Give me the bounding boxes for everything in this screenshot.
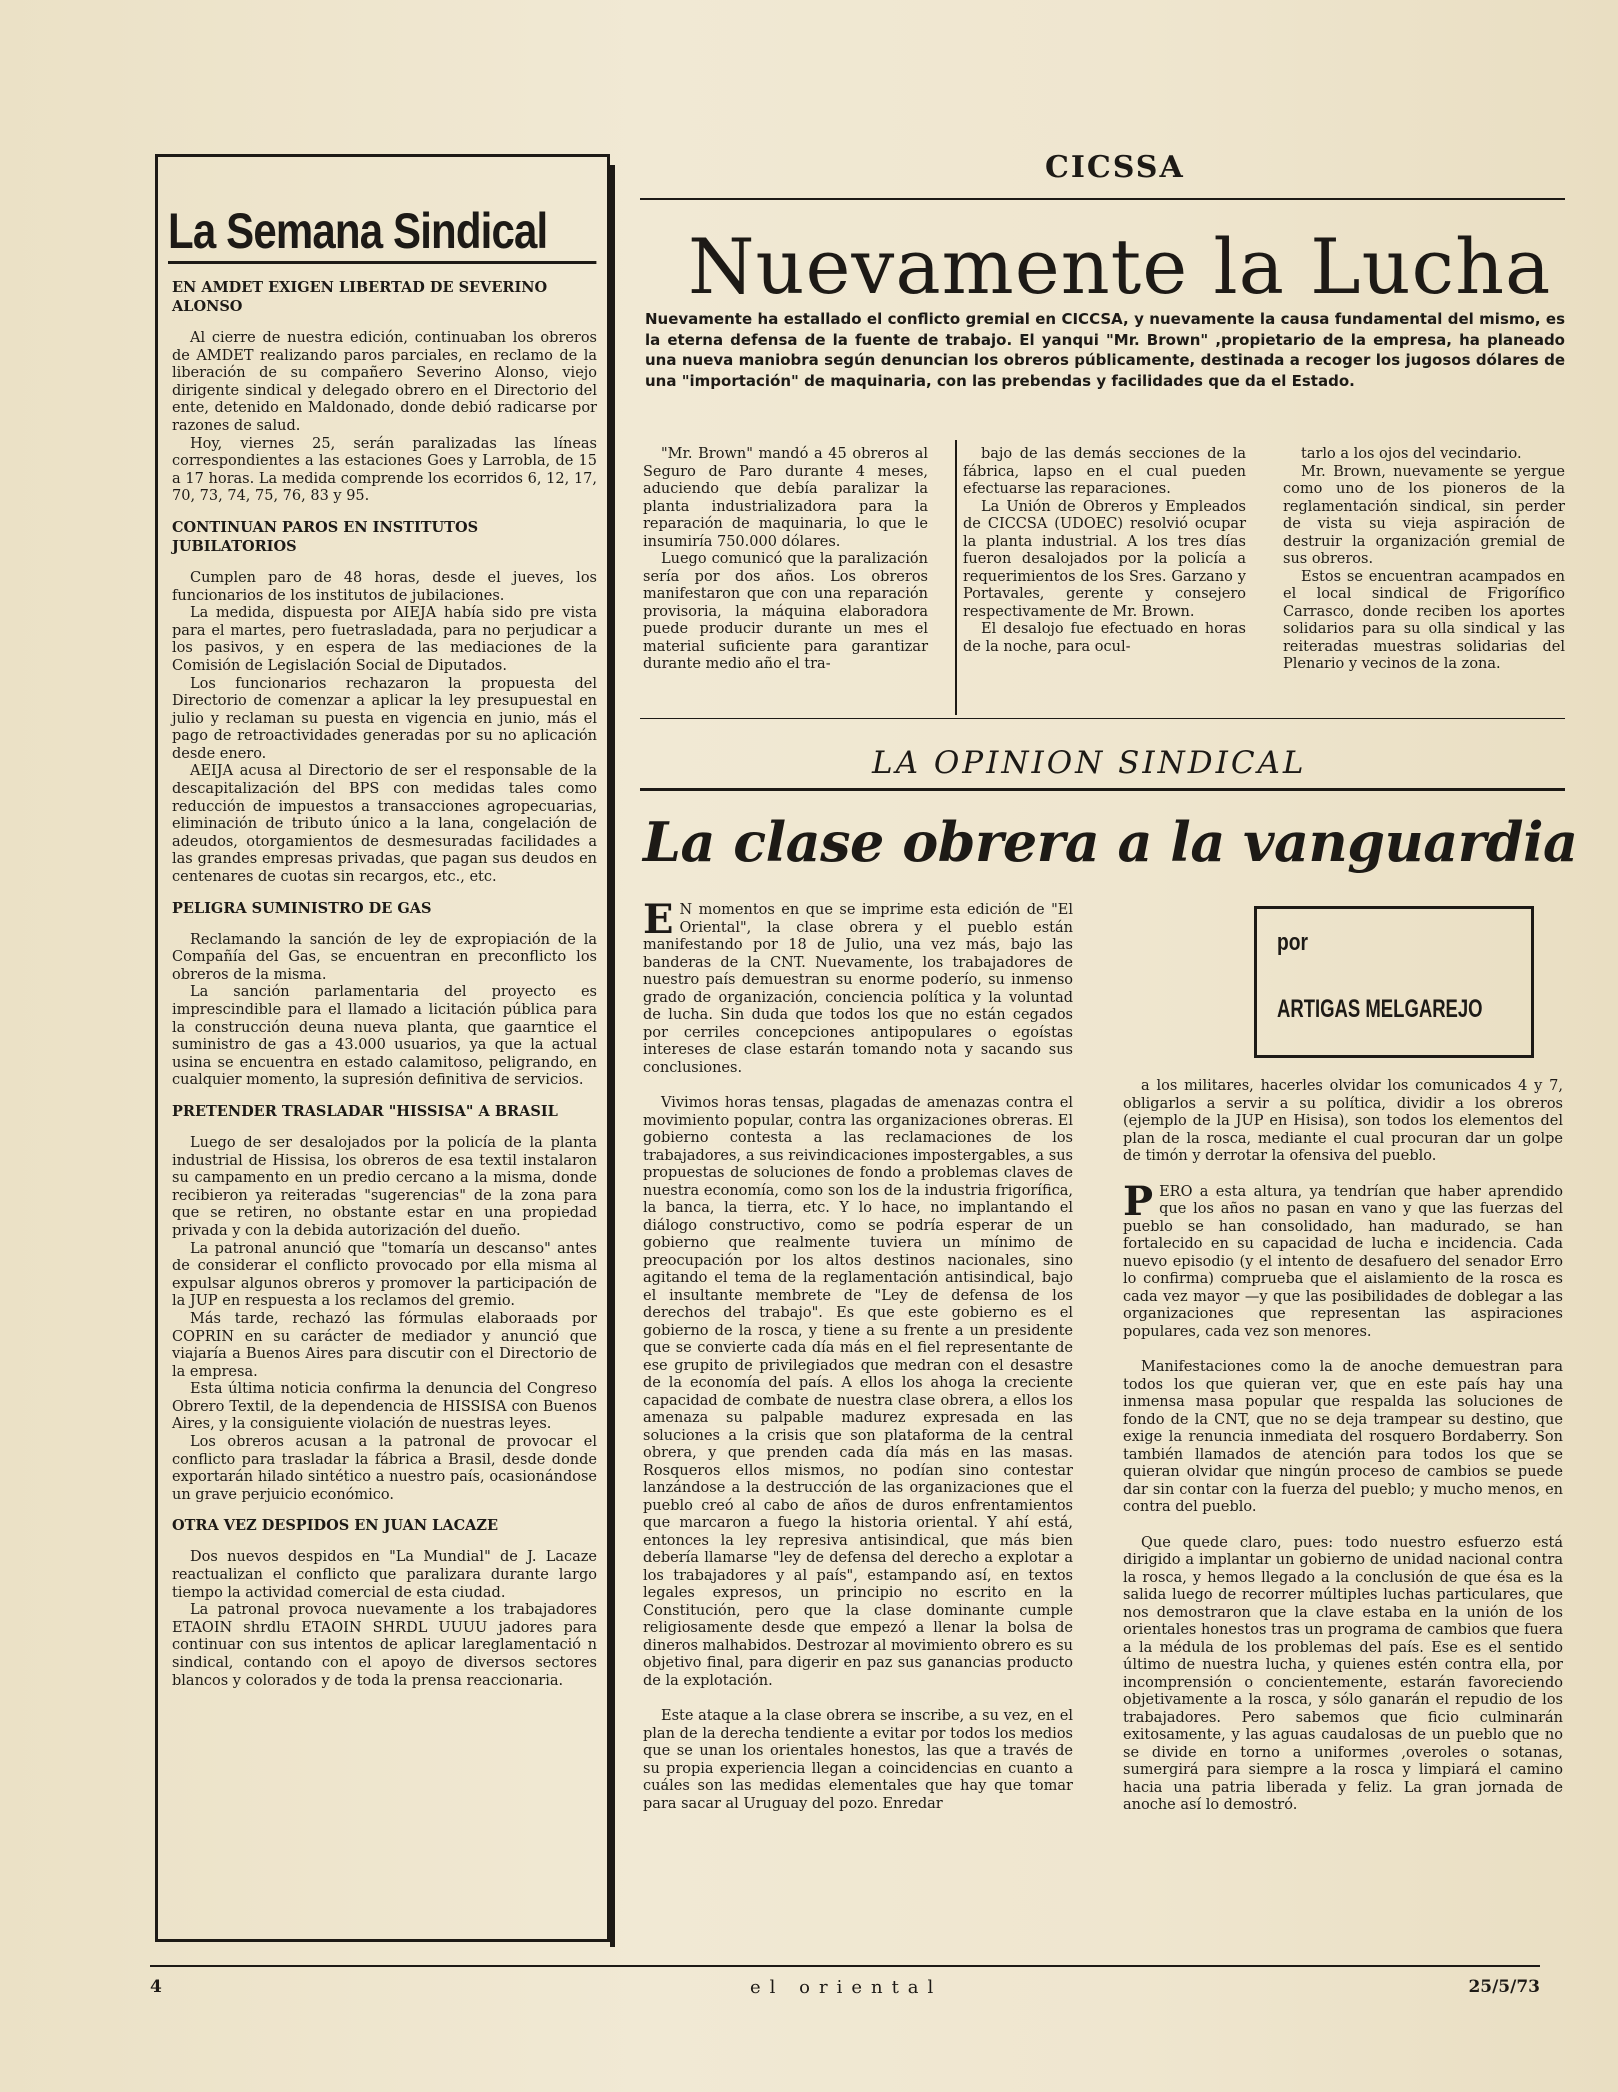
column-paragraph: Que quede claro, pues: todo nuestro esfuerzo está dirigido a implantar un gobierno de unidad nacional contra la rosca, y hemos llegado a la conclusión de que ésa es la salida luego de recorrer múltiples luchas particulares, que nos demostraron que la clave estaba en la unión de los orientales honestos tras un programa de cambios que fuera a la médula de los problemas del país. Ese es el sentido último de nuestra lucha, y quienes estén contra ella, por incomprensión o concientemente, estarán favoreciendo objetivamente a la rosca, y sólo ganarán el repudio de los trabajadores. Pero sabemos que ficio culminarán exitosamente, y las aguas caudalosas de un pueblo que no se divide en torno a uniformes ,overoles o sotanas, sumergirá para siempre a la rosca y limpiará el camino hacia una patria liberada y feliz. La gran jornada de anoche así lo demostró. — [1123, 1534, 1563, 1813]
col-rule-1 — [955, 440, 957, 715]
section-paragraph: AEIJA acusa al Directorio de ser el responsable de la descapitalización del BPS con medidas tales como reducción de impuestos a transacciones agropecuarias, eliminación de tributo único a la lana, congelación de adeudos, otorgamientos de desmesuradas facilidades a las grandes empresas privadas, que pagan sus deudos en centenares de cuotas sin recargos, etc., etc. — [172, 763, 597, 886]
section-heading: PRETENDER TRASLADAR "HISSISA" A BRASIL — [172, 1102, 558, 1120]
paragraph-gap — [643, 1690, 1073, 1708]
section-paragraph: Al cierre de nuestra edición, continuaban los obreros de AMDET realizando paros parciales, en reclamo de la liberación de su compañero Severino Alonso, viejo dirigente sindical y delegado obrero en el Directorio del ente, detenido en Maldonado, donde debió radicarse por razones de salud. — [172, 330, 597, 434]
opinion-column-2 — [1123, 1078, 1563, 1815]
column-paragraph: Luego comunicó que la paralización sería por dos años. Los obreros manifestaron que con una reparación provisoria, la máquina elaboradora puede producir durante un mes el material suficiente para garantizar durante medio año el tra- — [643, 551, 928, 672]
cicssa-lead: Nuevamente ha estallado el conflicto gremial en CICCSA, y nuevamente la causa fundamental del mismo, es la eterna defensa de la fuente de trabajo. El yanqui "Mr. Brown" ,propietario de la empresa, ha planeado una nueva maniobra según denuncian los obreros públicamente, destinada a recoger los jugosos dólares de una "importación" de maquinaria, con las prebendas y facilidades que da el Estado. — [645, 310, 1565, 390]
opinion-kicker: LA OPINION SINDICAL — [872, 745, 1307, 781]
top-rule — [640, 198, 1565, 200]
paragraph-gap — [1123, 1341, 1563, 1359]
column-paragraph: Estos se encuentran acampados en el local sindical de Frigorífico Carrasco, donde reciben los aportes solidarios para su olla sindical y las reiteradas muestras solidarias del Plenario y vecinos de la zona. — [1283, 568, 1565, 672]
section-heading: OTRA VEZ DESPIDOS EN JUAN LACAZE — [172, 1517, 499, 1535]
column-paragraph: "Mr. Brown" mandó a 45 obreros al Seguro de Paro durante 4 meses, aduciendo que debía paralizar la planta industrializadora para la reparación de maquinaria, lo que le insumiría 750.000 dólares. — [643, 446, 928, 550]
cicssa-column-1 — [643, 446, 928, 674]
column-paragraph: bajo de las demás secciones de la fábrica, lapso en el cual pueden efectuarse las reparaciones. — [963, 446, 1246, 497]
section-paragraph: Luego de ser desalojados por la policía de la planta industrial de Hissisa, los obreros de esa textil instalaron su campamento en un predio cercano a la misma, donde recibieron ya reiteradas "sugerencias" de la zona para que se retiren, no obstante estar en una propiedad privada y con la debida autorización del dueño. — [172, 1134, 597, 1239]
byline-por: por — [1277, 929, 1308, 956]
drop-cap: P — [1123, 1177, 1154, 1225]
section-paragraph: La patronal anunció que "tomaría un descanso" antes de considerar el conflicto provocado por ella misma al expulsar algunos obreros y promover la participación de la JUP en respuesta a los reclamos del gremio. — [172, 1240, 597, 1310]
column-paragraph: El desalojo fue efectuado en horas de la noche, para ocul- — [963, 621, 1246, 655]
section-paragraph: Cumplen paro de 48 horas, desde el jueves, los funcionarios de los institutos de jubilaciones. — [172, 569, 597, 604]
footer-date: 25/5/73 — [1468, 1977, 1540, 1997]
footer-rule — [150, 1965, 1540, 1967]
paragraph-text: ERO a esta altura, ya tendrían que haber aprendido que los años no pasan en vano y que las fuerzas del pueblo se han consolidado, han madurado, se han fortalecido en su capacidad de lucha e incidencia. Cada nuevo episodio (y el intento de desafuero del senador Erro lo confirma) comprueba que el aislamiento de la rosca es cada vez mayor —y que las posibilidades de doblegar a las organizaciones que representan las aspiraciones populares, cada vez son menores. — [1123, 1183, 1563, 1340]
box-title: La Semana Sindical — [168, 201, 596, 264]
paragraph-gap — [1123, 1166, 1563, 1184]
section-paragraph: Los obreros acusan a la patronal de provocar el conflicto para trasladar la fábrica a Brasil, desde donde exportarán hilado sintético a nuestro país, ocasionándose un grave perjuicio económico. — [172, 1434, 597, 1503]
column-paragraph — [643, 896, 1073, 1077]
column-paragraph — [1123, 1177, 1563, 1342]
cicssa-headline: Nuevamente la Lucha — [688, 222, 1552, 311]
la-semana-sindical-box — [155, 154, 610, 1942]
section-heading: EN AMDET EXIGEN LIBERTAD DE SEVERINO ALONSO — [172, 279, 548, 315]
cicssa-column-2 — [963, 446, 1246, 656]
column-paragraph: Este ataque a la clase obrera se inscribe, a su vez, en el plan de la derecha tendiente a evitar por todos los medios que se unan los orientales honestos, las que a través de su propia experiencia llegan a coincidencias en cuanto a cuáles son las medidas elementales que hay que tomar para sacar al Uruguay del pozo. Enredar — [643, 1708, 1073, 1812]
paragraph-gap — [643, 1077, 1073, 1095]
byline-box — [1254, 906, 1534, 1058]
page-footer — [150, 1965, 1540, 2025]
column-paragraph: Mr. Brown, nuevamente se yergue como uno de los pioneros de la reglamentación sindical, sin perder de vista su vieja aspiración de destruir la organización gremial de sus obreros. — [1283, 463, 1565, 567]
section-heading: PELIGRA SUMINISTRO DE GAS — [172, 899, 432, 917]
cicssa-column-3 — [1283, 446, 1565, 674]
cicssa-kicker: CICSSA — [1045, 150, 1185, 185]
byline-name: ARTIGAS MELGAREJO — [1277, 995, 1483, 1023]
opinion-headline: La clase obrera a la vanguardia — [643, 810, 1578, 874]
column-paragraph: Manifestaciones como la de anoche demuestran para todos los que quieran ver, que en este país hay una inmensa masa popular que respalda las soluciones de fondo de la CNT, que no se deja trampear su destino, que exige la renuncia inmediata del rosquero Bordaberry. Son también llamados de atención para todos los que se quieran olvidar que ningún proceso de cambios se puede dar sin contar con la fuerza del pueblo; y mucho menos, en contra del pueblo. — [1123, 1359, 1563, 1515]
section-paragraph: La medida, dispuesta por AIEJA había sido pre vista para el martes, pero fuetrasladada, para no perjudicar a los pasivos, y en espera de las mediaciones de la Comisión de Legislación Social de Diputados. — [172, 605, 597, 674]
paragraph-gap — [1123, 1517, 1563, 1535]
column-paragraph: La Unión de Obreros y Empleados de CICCSA (UDOEC) resolvió ocupar la planta industrial. A los tres días fueron desalojados por la policía a requerimientos de los Sres. Garzano y Portavales, gerente y consejero respectivamente de Mr. Brown. — [963, 498, 1246, 620]
opinion-rule — [640, 788, 1565, 791]
section-paragraph: La sanción parlamentaria del proyecto es imprescindible para el llamado a licitación pública para la construcción deuna nueva planta, que gaarntice el suministro de gas a 43.000 usuarios, ya que la actual usina se encuentra en estado calamitoso, peligrando, en cualquier momento, la supresión definitiva de servicios. — [172, 984, 597, 1089]
column-paragraph: tarlo a los ojos del vecindario. — [1301, 446, 1522, 462]
drop-cap: E — [643, 896, 674, 943]
paragraph-text: N momentos en que se imprime esta edición de "El Oriental", la clase obrera y el pueblo están manifestando por 18 de Julio, una vez más, bajo las banderas de la CNT. Nuevamente, los trabajadores de nuestro país demuestran su enorme poderío, su inmenso grado de organización, conciencia política y la voluntad de lucha. Sin duda que todos los que no están cegados por cerriles concepciones antipopulares o egoístas intereses de clase estarán tomando nota y sacando sus conclusiones. — [643, 902, 1073, 1076]
opinion-column-1 — [643, 896, 1073, 1813]
section-paragraph: Hoy, viernes 25, serán paralizadas las líneas correspondientes a las estaciones Goes y Larrobla, de 15 a 17 horas. La medida comprende los ecorridos 6, 12, 17, 70, 73, 74, 75, 76, 83 y 95. — [172, 435, 597, 505]
column-paragraph: a los militares, hacerles olvidar los comunicados 4 y 7, obligarlos a servir a su política, dividir a los obreros (ejemplo de la JUP en Hisisa), son todos los elementos del plan de la rosca, mediante el cual procuran dar un golpe de timón y derrotar la ofensiva del pueblo. — [1123, 1078, 1563, 1164]
section-paragraph: Más tarde, rechazó las fórmulas elaboraads por COPRIN en su carácter de mediador y anunció que viajaría a Buenos Aires para discutir con el Directorio de la empresa. — [172, 1310, 597, 1380]
section-paragraph: Esta última noticia confirma la denuncia del Congreso Obrero Textil, de la dependencia de HISSISA con Buenos Aires, y la consiguiente violación de nuestras leyes. — [172, 1381, 597, 1433]
section-paragraph: Dos nuevos despidos en "La Mundial" de J. Lacaze reactualizan el conflicto que paralizara durante largo tiempo la actividad comercial de esta ciudad. — [172, 1549, 597, 1601]
section-heading: CONTINUAN PAROS EN INSTITUTOS JUBILATORIOS — [172, 518, 479, 555]
page-number: 4 — [150, 1977, 162, 1997]
section-paragraph: Los funcionarios rechazaron la propuesta del Directorio de comenzar a aplicar la ley presupuestal en julio y reclaman su puesta en vigencia en junio, más el pago de retroactividades generadas por su no aplicación desde enero. — [172, 675, 597, 762]
column-paragraph: Vivimos horas tensas, plagadas de amenazas contra el movimiento popular, contra las organizaciones obreras. El gobierno contesta a las reclamaciones de los trabajadores, a sus reivindicaciones impostergables, a sus propuestas de soluciones de fondo a problemas claves de nuestra economía, como son los de la industria frigorífica, la banca, la tierra, etc. Y lo hace, no implantando el diálogo constructivo, como se podría esperar de un gobierno que realmente tuviera un mínimo de preocupación por los altos destinos nacionales, sino agitando el tema de la reglamentación antisindical, bajo el insultante membrete de "Ley de defensa de los derechos del trabajo". Es que este gobierno es el gobierno de la rosca, y tiene a su frente a un presidente que se convierte cada día más en el fiel representante de ese grupito de privilegiados que medran con el desastre de la economía del país. A ellos los ahoga la creciente capacidad de combate de nuestra clase obrera, a ellos los amenaza su palpable madurez expresada en las soluciones a la crisis que son plataforma de la central obrera, y que prenden cada día más en las masas. Rosqueros ellos mismos, no podían sino contestar lanzándose a la destrucción de las organizaciones que el pueblo creó al cabo de años de duros enfrentamientos que marcaron a fuego la historia oriental. Y ahí está, entonces la ley represiva antisindical, que más bien debería llamarse "ley de defensa del derecho a explotar a los trabajadores y al país", estampando así, en textos legales expresos, un principio no escrito en la Constitución, pero que la clase dominante cumple religiosamente desde que empezó a llenar la bolsa de dineros malhabidos. Destrozar al movimiento obrero es su objetivo final, para digerir en paz sus ganancias producto de la explotación. — [643, 1095, 1073, 1689]
opinion-top-rule — [640, 718, 1565, 719]
paper-name: el oriental — [750, 1977, 943, 1998]
section-paragraph: Reclamando la sanción de ley de expropiación de la Compañía del Gas, se encuentran en preconflicto los obreros de la misma. — [172, 931, 597, 983]
box-sections — [172, 278, 597, 1690]
section-paragraph: La patronal provoca nuevamente a los trabajadores ETAOIN shrdlu ETAOIN SHRDL UUUU jadores para continuar con sus intentos de aplicar lareglamentació n sindical, contando con el apoyo de diversos sectores blancos y colorados y de toda la prensa reaccionaria. — [172, 1602, 597, 1689]
